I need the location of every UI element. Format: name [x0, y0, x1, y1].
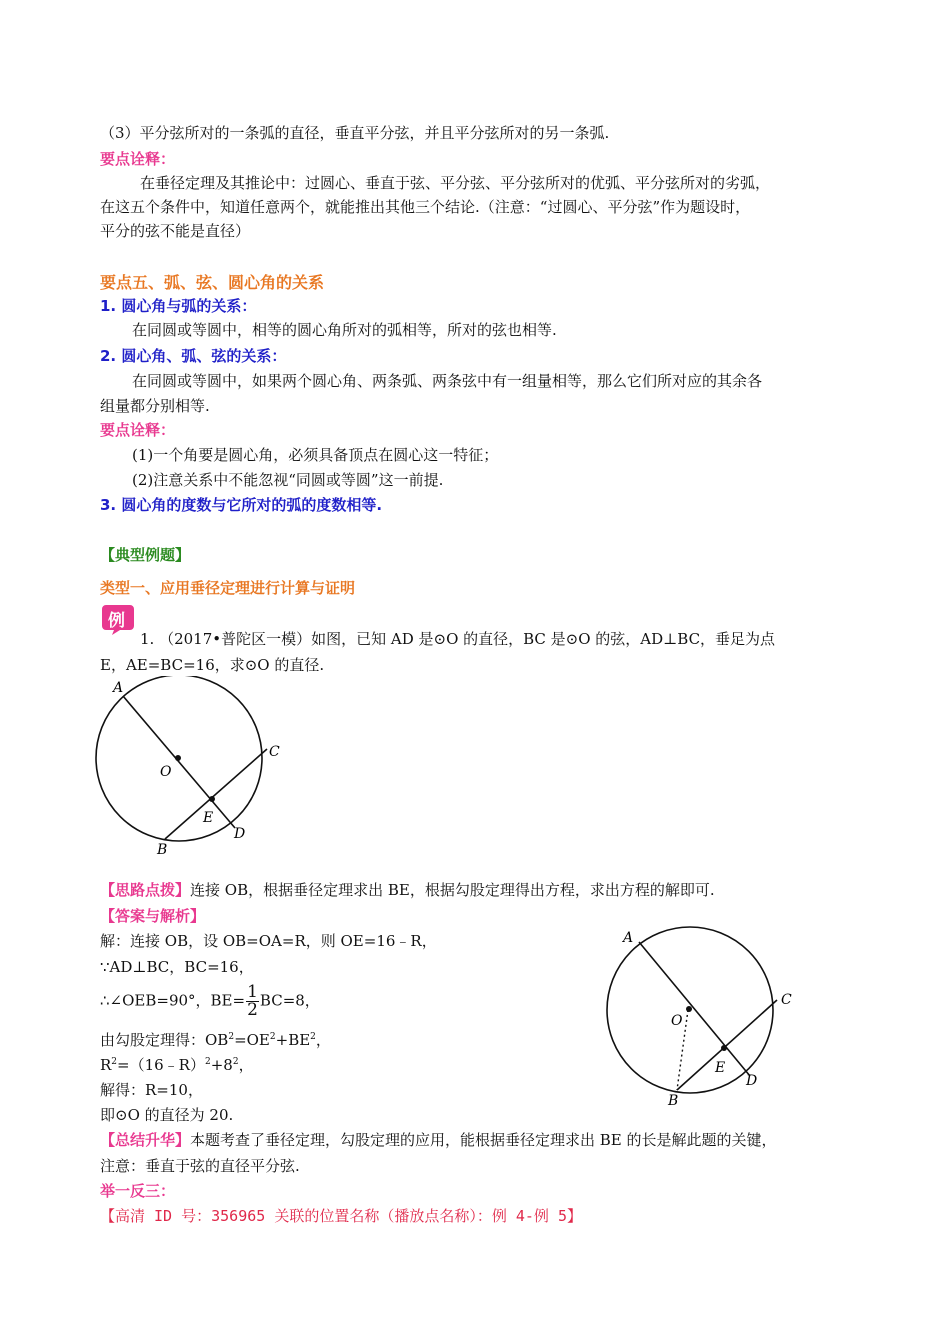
theorem-line-3: （3）平分弦所对的一条弧的直径，垂直平分弦，并且平分弦所对的另一条弧. [100, 124, 610, 142]
circle-figure-1 [95, 676, 295, 860]
solution-line-1: 解：连接 OB，设 OB=OA=R，则 OE=16﹣R， [100, 932, 437, 950]
practice-heading: 举一反三： [100, 1182, 176, 1200]
item1-title: 1. 圆心角与弧的关系： [100, 297, 257, 315]
solution-line-5 [100, 1054, 254, 1075]
diameter-ad [123, 696, 235, 828]
problem-line-1: 1. （2017•普陀区一模）如图，已知 AD 是⊙O 的直径，BC 是⊙O 的弦，AD⊥BC，垂足为点 [140, 630, 776, 648]
note-line-3: 平分的弦不能是直径） [100, 222, 251, 240]
sup-2: 2 [228, 1032, 235, 1042]
item3-title: 3. 圆心角的度数与它所对的弧的度数相等. [100, 496, 383, 514]
type1-heading: 类型一、应用垂径定理进行计算与证明 [100, 579, 356, 597]
solution-line-2: ∵AD⊥BC，BC=16， [100, 958, 254, 976]
answer-tag: 【答案与解析】 [100, 907, 206, 925]
summary-line-2: 注意：垂直于弦的直径平分弦. [100, 1157, 300, 1175]
example-badge [100, 602, 136, 636]
summary-tag: 【总结升华】 [100, 1131, 191, 1149]
label-c-2: C [781, 992, 792, 1008]
sol5-c: +8 [210, 1056, 233, 1074]
sol4-b: =OE [234, 1031, 270, 1049]
note-heading: 要点诠释： [100, 150, 176, 168]
note-heading-2: 要点诠释： [100, 421, 176, 439]
diameter-ad-2 [639, 942, 750, 1076]
point-e [209, 796, 215, 802]
note-line-1: 在垂径定理及其推论中：过圆心、垂直于弦、平分弦、平分弦所对的优弧、平分弦所对的劣弧， [140, 174, 771, 192]
item2-title: 2. 圆心角、弧、弦的关系： [100, 347, 287, 365]
item2-line-2: 组量都分别相等. [100, 397, 210, 415]
label-a-2: A [623, 930, 634, 946]
video-id-line: 【高清 ID 号：356965 关联的位置名称（播放点名称）：例 4-例 5】 [100, 1207, 582, 1225]
summary-row [100, 1129, 777, 1150]
sup-2: 2 [310, 1032, 316, 1042]
sol4-c: +BE [275, 1031, 311, 1049]
note2-line-1: (1)一个角要是圆心角，必须具备顶点在圆心这一特征； [132, 446, 499, 464]
point-e-2 [721, 1045, 727, 1051]
solution-line-4 [100, 1029, 331, 1050]
note-line-2: 在这五个条件中，知道任意两个，就能推出其他三个结论.（注意：“过圆心、平分弦”作为题设时， [100, 198, 751, 216]
sup-2: 2 [204, 1057, 211, 1067]
fraction-numerator: 1 [247, 982, 258, 1002]
sol4-d: ， [315, 1031, 331, 1049]
label-a: A [113, 680, 124, 696]
summary-line-1: 本题考查了垂径定理，勾股定理的应用，能根据垂径定理求出 BE 的长是解此题的关键， [190, 1131, 777, 1149]
sol5-a: R [100, 1056, 112, 1074]
sup-2: 2 [232, 1057, 239, 1067]
sol5-d: ， [238, 1056, 254, 1074]
hint-row [100, 879, 715, 900]
label-o: O [160, 764, 172, 780]
solution-line-3 [100, 984, 320, 1019]
solution-line-7: 即⊙O 的直径为 20. [100, 1106, 234, 1124]
examples-heading: 【典型例题】 [100, 546, 191, 564]
fraction-half [246, 984, 259, 1019]
label-d-2: D [746, 1073, 758, 1089]
sup-2: 2 [269, 1032, 276, 1042]
fraction-denominator: 2 [247, 1000, 258, 1020]
label-b-2: B [668, 1093, 679, 1109]
center-point-2 [686, 1006, 692, 1012]
hint-tag: 【思路点拨】 [100, 881, 191, 899]
solution-line-6: 解得：R=10， [100, 1081, 203, 1099]
section-heading: 要点五、弧、弦、圆心角的关系 [100, 273, 325, 292]
sol4-a: 由勾股定理得：OB [100, 1031, 229, 1049]
note2-line-2: (2)注意关系中不能忽视“同圆或等圆”这一前提. [132, 471, 444, 489]
label-b: B [157, 842, 168, 858]
sup-2: 2 [111, 1057, 118, 1067]
hint-text: 连接 OB，根据垂径定理求出 BE，根据勾股定理得出方程，求出方程的解即可. [190, 881, 715, 899]
item2-line-1: 在同圆或等圆中，如果两个圆心角、两条弧、两条弦中有一组量相等，那么它们所对应的其余各 [132, 372, 763, 390]
sol5-b: =（16﹣R） [117, 1056, 205, 1074]
example-badge-label: 例 [108, 611, 125, 631]
solution-line-3-pre: ∴∠OEB=90°，BE= [100, 991, 246, 1010]
label-e: E [203, 810, 214, 826]
chord-bc-2 [677, 1000, 777, 1090]
center-point [175, 755, 181, 761]
label-e-2: E [715, 1060, 726, 1076]
problem-line-2: E，AE=BC=16，求⊙O 的直径. [100, 656, 325, 674]
label-d: D [234, 826, 246, 842]
solution-line-3-post: BC=8， [259, 991, 320, 1010]
circle-figure-2 [605, 922, 805, 1112]
item1-text: 在同圆或等圆中，相等的圆心角所对的弧相等，所对的弦也相等. [132, 321, 557, 339]
label-o-2: O [671, 1013, 683, 1029]
label-c: C [269, 744, 280, 760]
